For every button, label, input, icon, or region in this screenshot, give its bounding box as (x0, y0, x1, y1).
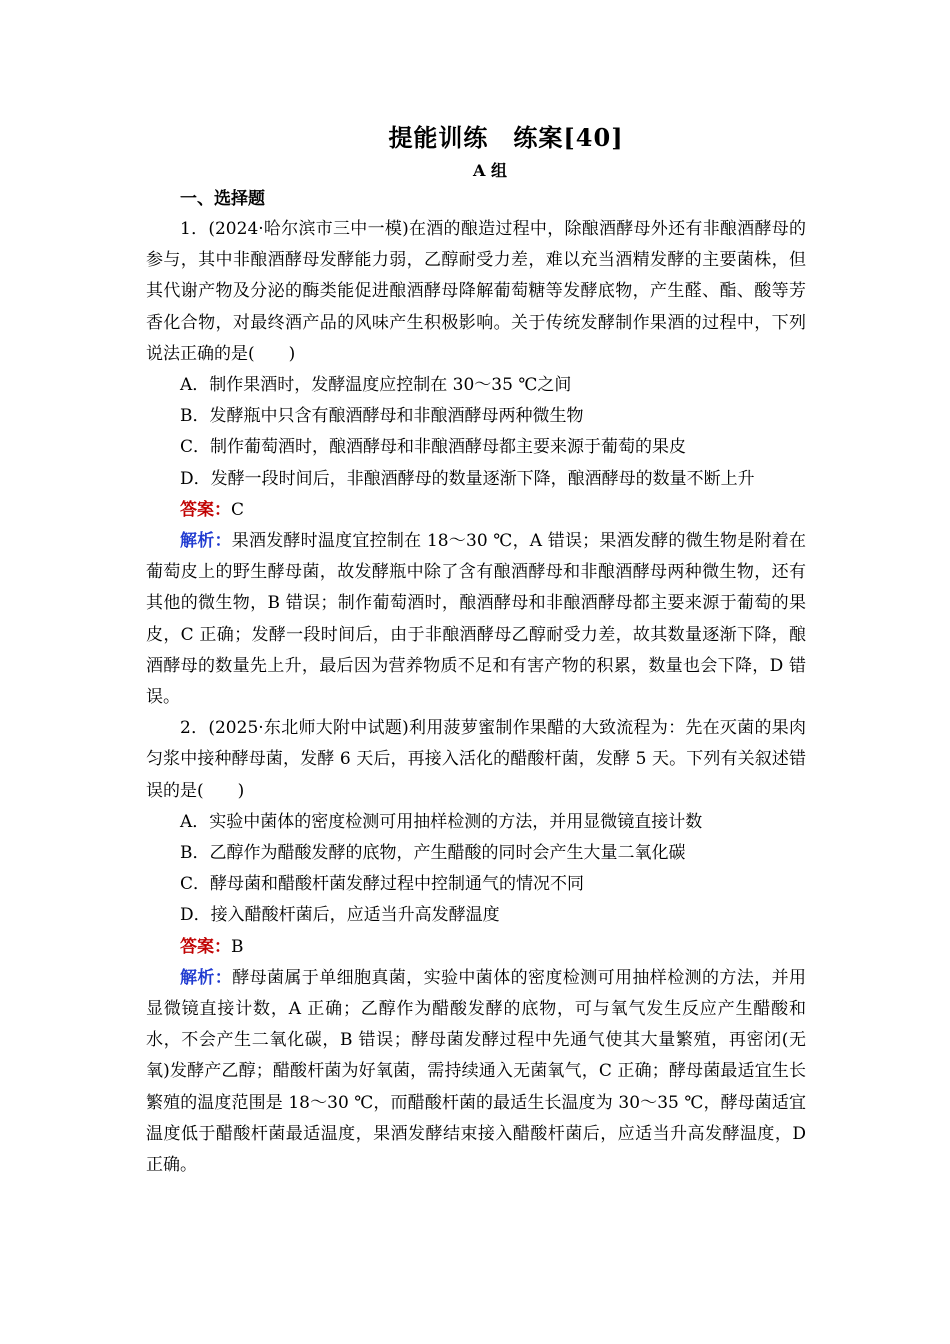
question-1-option-d: D．发酵一段时间后，非酿酒酵母的数量逐渐下降，酿酒酵母的数量不断上升 (180, 468, 755, 489)
analysis-text: 酵母菌属于单细胞真菌，实验中菌体的密度检测可用抽样检测的方法，并用显微镜直接计数，A 正确；乙醇作为醋酸发酵的底物，可与氧气发生反应产生醋酸和水，不会产生二氧化碳，B 错误；酵母菌发酵过程中先通气使其大量繁殖，再密闭(无氧)发酵产乙醇；醋酸杆菌为好氧菌，需持续通入无菌氧气，C 正确；酵母菌最适宜生长繁殖的温度范围是 18～30 ℃，而醋酸杆菌的最适生长温度为 30～35 ℃，酵母菌适宜温度低于醋酸杆菌最适温度，果酒发酵结束接入醋酸杆菌后，应适当升高发酵温度，D 正确。 (146, 967, 807, 1176)
answer-value: C (231, 499, 245, 520)
question-2-option-d: D．接入醋酸杆菌后，应适当升高发酵温度 (180, 905, 500, 926)
question-2-answer (146, 932, 806, 963)
question-2-stem: 2．(2025·东北师大附中试题)利用菠萝蜜制作果醋的大致流程为：先在灭菌的果肉匀浆中接种酵母菌，发酵 6 天后，再接入活化的醋酸杆菌，发酵 5 天。下列有关叙述错误的是( ) (146, 718, 806, 801)
analysis-label: 解析： (180, 967, 233, 988)
page-title: 提能训练 练案[40] (388, 123, 624, 152)
question-2-option-b: B．乙醇作为醋酸发酵的底物，产生醋酸的同时会产生大量二氧化碳 (180, 843, 686, 864)
question-1-analysis (146, 526, 806, 713)
group-label: A 组 (473, 161, 507, 180)
answer-label: 答案： (180, 499, 231, 520)
question-1-option-b: B．发酵瓶中只含有酿酒酵母和非酿酒酵母两种微生物 (180, 406, 584, 427)
question-1 (146, 214, 806, 713)
question-1-option-c: C．制作葡萄酒时，酿酒酵母和非酿酒酵母都主要来源于葡萄的果皮 (180, 437, 687, 458)
question-2-option-c: C．酵母菌和醋酸杆菌发酵过程中控制通气的情况不同 (180, 874, 585, 895)
section-heading: 一、选择题 (180, 189, 265, 209)
analysis-text: 果酒发酵时温度宜控制在 18～30 ℃，A 错误；果酒发酵的微生物是附着在葡萄皮上的野生酵母菌，故发酵瓶中除了含有酿酒酵母和非酿酒酵母两种微生物，还有其他的微生物，B 错误；制作葡萄酒时，酿酒酵母和非酿酒酵母都主要来源于葡萄的果皮，C 正确；发酵一段时间后，由于非酿酒酵母乙醇耐受力差，故其数量逐渐下降，酿酒酵母的数量先上升，最后因为营养物质不足和有害产物的积累，数量也会下降，D 错误。 (146, 531, 807, 708)
question-1-stem: 1．(2024·哈尔滨市三中一模)在酒的酿造过程中，除酿酒酵母外还有非酿酒酵母的参与，其中非酿酒酵母发酵能力弱，乙醇耐受力差，难以充当酒精发酵的主要菌株，但其代谢产物及分泌的酶类能促进酿酒酵母降解葡萄糖等发酵底物，产生醛、酯、酸等芳香化合物，对最终酒产品的风味产生积极影响。关于传统发酵制作果酒的过程中，下列说法正确的是( ) (146, 219, 806, 364)
answer-value: B (231, 936, 244, 957)
question-2-analysis (146, 963, 806, 1181)
question-1-option-a: A．制作果酒时，发酵温度应控制在 30～35 ℃之间 (180, 375, 572, 396)
question-2-option-a: A．实验中菌体的密度检测可用抽样检测的方法，并用显微镜直接计数 (180, 811, 703, 832)
question-2 (146, 713, 806, 1181)
answer-label: 答案： (180, 936, 231, 957)
analysis-label: 解析： (180, 531, 232, 552)
question-1-answer (146, 495, 806, 526)
